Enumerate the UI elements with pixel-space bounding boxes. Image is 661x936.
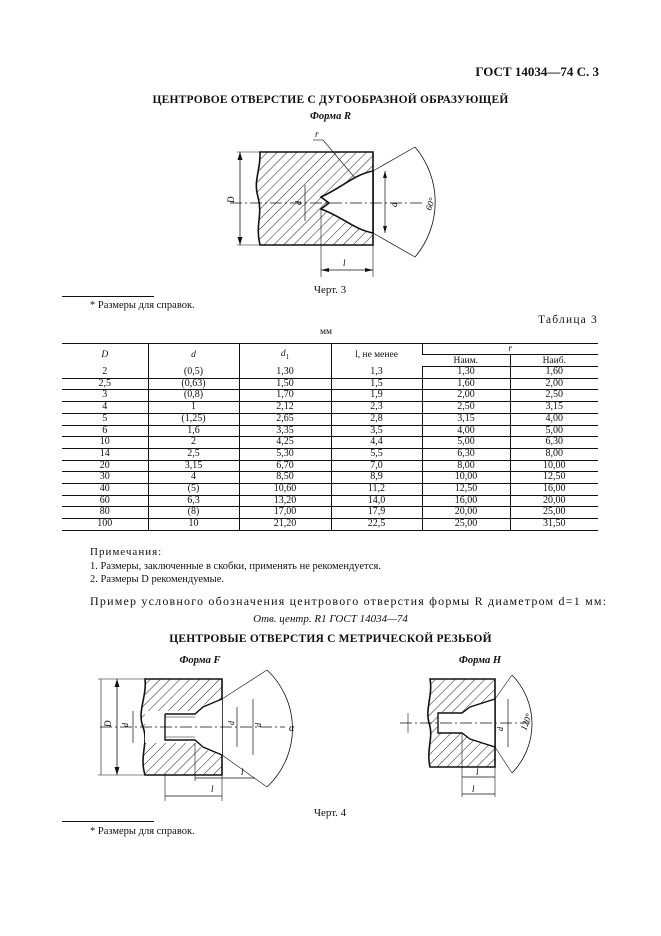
col-header-r-min: Наим. <box>422 355 510 367</box>
table-cell: 40 <box>62 484 148 496</box>
svg-text:120°: 120° <box>518 712 534 732</box>
table-cell: 5,5 <box>331 448 422 460</box>
notes-heading: Примечания: <box>90 546 163 558</box>
table-cell: 4,4 <box>331 437 422 449</box>
table-cell: 1,70 <box>239 390 331 402</box>
table-cell: 6,30 <box>510 437 598 449</box>
table-cell: 3 <box>62 390 148 402</box>
table-cell: 10,00 <box>422 472 510 484</box>
table-cell: 8,9 <box>331 472 422 484</box>
table-row <box>62 437 598 449</box>
col-header-r-max: Наиб. <box>510 355 598 367</box>
table-cell: 4 <box>148 472 239 484</box>
table-row <box>62 484 598 496</box>
table-cell: 4 <box>62 402 148 414</box>
table-cell: 3,5 <box>331 425 422 437</box>
table-cell: 17,9 <box>331 507 422 519</box>
table-cell: 10,60 <box>239 484 331 496</box>
figure-4-caption: Черт. 4 <box>313 807 347 819</box>
footnote-2: * Размеры для справок. <box>90 826 195 837</box>
table-cell: 20,00 <box>422 507 510 519</box>
label-D: D <box>226 196 236 203</box>
table-cell: (0,5) <box>148 367 239 379</box>
table-3 <box>62 343 598 531</box>
table-cell: 4,25 <box>239 437 331 449</box>
table-cell: 8,00 <box>510 448 598 460</box>
svg-text:l: l <box>241 767 244 777</box>
table-row <box>62 495 598 507</box>
label-r: r <box>315 129 319 139</box>
svg-text:d: d <box>121 723 130 727</box>
table-row <box>62 472 598 484</box>
table-cell: 80 <box>62 507 148 519</box>
table-cell: 2,5 <box>62 378 148 390</box>
table-row <box>62 413 598 425</box>
table-row <box>62 390 598 402</box>
svg-text:l: l <box>472 784 475 794</box>
table-cell: 21,20 <box>239 519 331 531</box>
table-cell: 1,50 <box>239 378 331 390</box>
table-cell: 8,00 <box>422 460 510 472</box>
table-cell: 1,9 <box>331 390 422 402</box>
figure-3-form-r <box>225 125 445 285</box>
figure-4-form-f <box>95 665 305 805</box>
col-header-l: l, не менее <box>331 344 422 367</box>
col-header-d: d <box>148 344 239 367</box>
note-1: 1. Размеры, заключенные в скобки, применять не рекомендуется. <box>90 561 381 572</box>
table-label: Таблица 3 <box>538 314 598 326</box>
table-cell: 17,00 <box>239 507 331 519</box>
table-cell: 14,0 <box>331 495 422 507</box>
table-cell: 2,50 <box>422 402 510 414</box>
table-cell: 25,00 <box>510 507 598 519</box>
table-cell: 30 <box>62 472 148 484</box>
table-unit: мм <box>320 327 333 337</box>
label-l: l <box>343 258 346 268</box>
figure-3-caption: Черт. 3 <box>313 284 347 296</box>
section1-title: ЦЕНТРОВОЕ ОТВЕРСТИЕ С ДУГООБРАЗНОЙ ОБРАЗУЮЩЕЙ <box>152 94 509 106</box>
table-cell: 13,20 <box>239 495 331 507</box>
table-cell: 5,00 <box>422 437 510 449</box>
table-cell: 1,3 <box>331 367 422 379</box>
table-cell: 8,50 <box>239 472 331 484</box>
form-r-label: Форма R <box>310 111 351 122</box>
table-row <box>62 367 598 379</box>
table-cell: 3,15 <box>510 402 598 414</box>
svg-text:l: l <box>211 784 214 794</box>
table-cell: 14 <box>62 448 148 460</box>
table-cell: 3,15 <box>422 413 510 425</box>
label-d: d <box>294 201 303 205</box>
table-cell: 25,00 <box>422 519 510 531</box>
svg-text:α: α <box>289 723 295 734</box>
table-row <box>62 425 598 437</box>
col-header-d1: $d_1$ <box>239 344 331 367</box>
footnote-rule <box>62 296 154 297</box>
table-cell: 2,50 <box>510 390 598 402</box>
svg-text:D: D <box>103 720 113 727</box>
table-cell: 6,70 <box>239 460 331 472</box>
form-h-label: Форма H <box>458 655 502 666</box>
table-row <box>62 507 598 519</box>
table-cell: 16,00 <box>510 484 598 496</box>
figure-4-form-h <box>400 665 550 805</box>
col-header-r: r <box>422 344 598 355</box>
table-cell: 12,50 <box>422 484 510 496</box>
table-cell: (0,63) <box>148 378 239 390</box>
table-cell: 10,00 <box>510 460 598 472</box>
table-cell: 100 <box>62 519 148 531</box>
table-row <box>62 460 598 472</box>
footnote-rule-2 <box>62 821 154 822</box>
table-row <box>62 519 598 531</box>
table-row <box>62 378 598 390</box>
table-cell: 1,5 <box>331 378 422 390</box>
table-cell: 1,60 <box>510 367 598 379</box>
table-cell: 2,65 <box>239 413 331 425</box>
table-cell: 3,35 <box>239 425 331 437</box>
svg-text:d: d <box>254 723 263 727</box>
table-cell: 2,5 <box>148 448 239 460</box>
table-cell: 10 <box>148 519 239 531</box>
table-cell: 12,50 <box>510 472 598 484</box>
col-header-D: D <box>62 344 148 367</box>
example-text: Пример условного обозначения центрового отверстия формы R диаметром d=1 мм: <box>90 594 608 608</box>
table-cell: 6,3 <box>148 495 239 507</box>
table-cell: 20 <box>62 460 148 472</box>
svg-text:d: d <box>227 721 236 725</box>
table-cell: 31,50 <box>510 519 598 531</box>
table-cell: 1 <box>148 402 239 414</box>
table-cell: 3,15 <box>148 460 239 472</box>
table-cell: 22,5 <box>331 519 422 531</box>
table-cell: 7,0 <box>331 460 422 472</box>
table-cell: 10 <box>62 437 148 449</box>
table-cell: 2,8 <box>331 413 422 425</box>
section2-title: ЦЕНТРОВЫЕ ОТВЕРСТИЯ С МЕТРИЧЕСКОЙ РЕЗЬБОЙ <box>169 633 492 645</box>
table-cell: 1,6 <box>148 425 239 437</box>
table-cell: 5,30 <box>239 448 331 460</box>
table-cell: 5 <box>62 413 148 425</box>
table-cell: 1,60 <box>422 378 510 390</box>
table-cell: 2,00 <box>422 390 510 402</box>
table-cell: 2,3 <box>331 402 422 414</box>
table-cell: 6 <box>62 425 148 437</box>
svg-text:l: l <box>476 767 479 777</box>
page-header: ГОСТ 14034—74 С. 3 <box>475 64 599 79</box>
table-cell: 5,00 <box>510 425 598 437</box>
table-cell: 20,00 <box>510 495 598 507</box>
table-row <box>62 402 598 414</box>
label-60deg: 60° <box>423 196 438 212</box>
table-row <box>62 448 598 460</box>
svg-text:d: d <box>496 727 505 731</box>
footnote-1: * Размеры для справок. <box>90 300 195 311</box>
table-cell: 4,00 <box>510 413 598 425</box>
table-cell: 2,12 <box>239 402 331 414</box>
table-cell: (5) <box>148 484 239 496</box>
table-cell: 60 <box>62 495 148 507</box>
table-cell: 1,30 <box>422 367 510 379</box>
example-designation: Отв. центр. R1 ГОСТ 14034—74 <box>253 613 408 625</box>
form-f-label: Форма F <box>179 655 221 666</box>
table-cell: (1,25) <box>148 413 239 425</box>
note-2: 2. Размеры D рекомендуемые. <box>90 574 224 585</box>
table-cell: 2,00 <box>510 378 598 390</box>
table-cell: (0,8) <box>148 390 239 402</box>
table-cell: 1,30 <box>239 367 331 379</box>
table-cell: 4,00 <box>422 425 510 437</box>
table-cell: (8) <box>148 507 239 519</box>
table-cell: 6,30 <box>422 448 510 460</box>
table-cell: 16,00 <box>422 495 510 507</box>
table-cell: 2 <box>148 437 239 449</box>
table-cell: 2 <box>62 367 148 379</box>
label-d1: d <box>389 202 399 207</box>
table-cell: 11,2 <box>331 484 422 496</box>
